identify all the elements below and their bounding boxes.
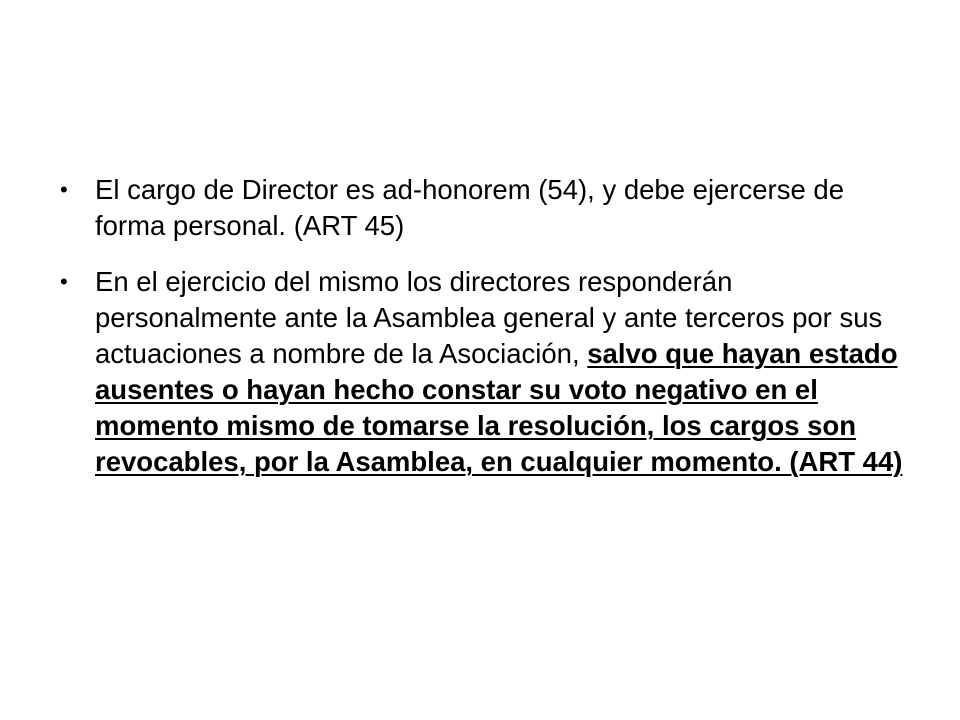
bullet-text: El cargo de Director es ad-honorem (54), y debe ejercerse de forma personal. (ART 45) [95, 174, 844, 241]
bullet-emphasis-text: salvo que hayan estado ausentes o hayan hecho constar su voto negativo en el momento mismo de tomarse la resolución, los cargos son revocables, por la Asamblea, en cualquier momento. (ART 44) [95, 338, 903, 477]
bullet-icon: • [60, 177, 68, 202]
bullet-icon: • [60, 269, 68, 294]
bullet-item-director-liability [60, 264, 905, 480]
bullet-text: En el ejercicio del mismo los directores responderán personalmente ante la Asamblea general y ante terceros por sus actuaciones a nombre de la Asociación, [95, 266, 883, 369]
bullet-list [60, 172, 905, 500]
bullet-item-director-role [60, 172, 905, 244]
